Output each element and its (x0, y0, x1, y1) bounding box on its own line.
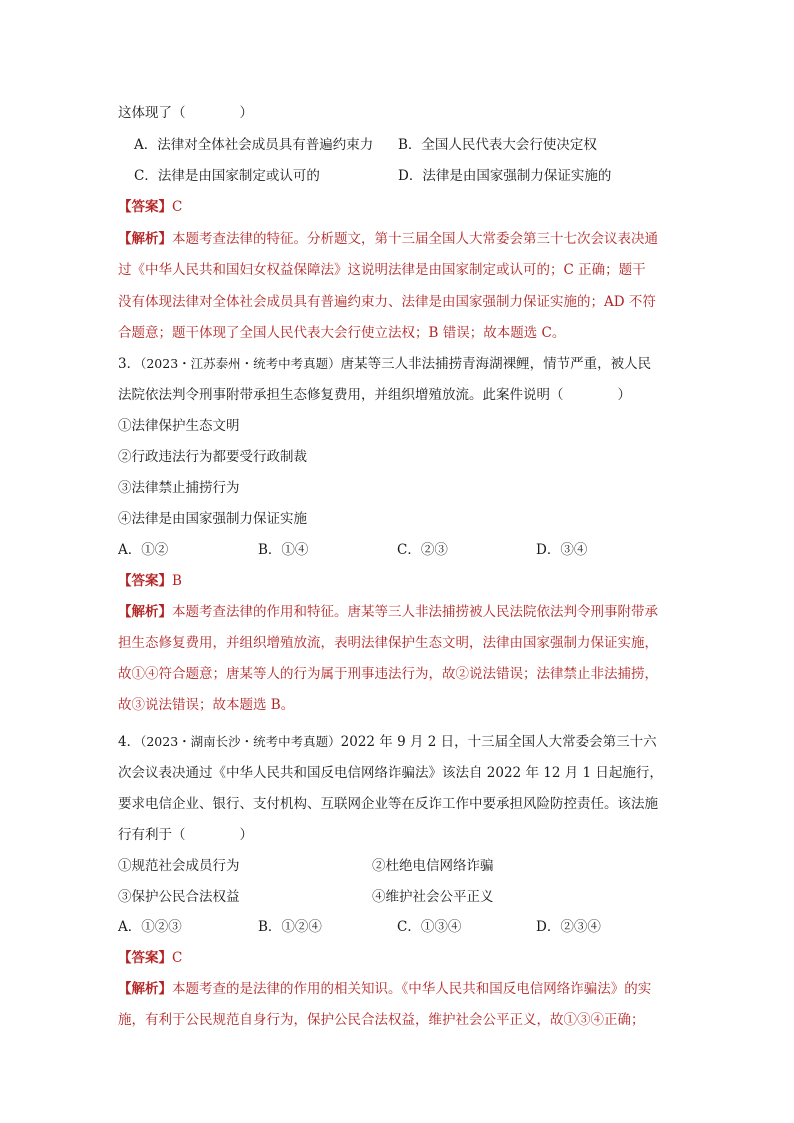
analysis-tag: 【解析】 (118, 231, 172, 247)
q2-option-b: B．全国人民代表大会行使决定权 (398, 137, 597, 153)
q3-item-3: ③法律禁止捕捞行为 (118, 480, 240, 496)
q3-item-1: ①法律保护生态文明 (118, 418, 240, 434)
q3-stem-line-2: 法院依法判令刑事附带承担生态修复费用，并组织增殖放流。此案件说明（ ） (118, 387, 631, 403)
q2-analysis-line-2: 过《中华人民共和国妇女权益保障法》这说明法律是由国家制定或认可的；C 正确；题干 (118, 262, 646, 278)
q3-option-b: B．①④ (258, 542, 309, 558)
q4-option-a: A．①②③ (118, 919, 182, 935)
answer-tag: 【答案】 (118, 573, 172, 589)
q3-analysis-line-3: 故①④符合题意；唐某等人的行为属于刑事违法行为，故②说法错误；法律禁止非法捕捞， (118, 666, 658, 682)
q3-item-4: ④法律是由国家强制力保证实施 (118, 511, 307, 527)
q4-number: 4． (118, 734, 141, 750)
q3-number: 3． (118, 356, 141, 372)
q3-source: （2023・江苏泰州・统考中考真题） (140, 356, 341, 371)
q4-option-d: D．②③④ (536, 919, 601, 935)
q4-stem-line-3: 要求电信企业、银行、支付机构、互联网企业等在反诈工作中要承担风险防控责任。该法施 (118, 796, 658, 812)
q4-option-b: B．①②④ (258, 919, 322, 935)
q4-stem-line-1: 4．（2023・湖南长沙・统考中考真题）2022 年 9 月 2 日，十三届全国人大常委会第三十六 (118, 734, 657, 750)
q2-analysis-line-1: 【解析】本题考查法律的特征。分析题文，第十三届全国人大常委会第三十七次会议表决通 (118, 231, 658, 247)
q4-item-2: ②杜绝电信网络诈骗 (372, 858, 494, 874)
answer-value: B (172, 573, 182, 589)
answer-value: C (172, 199, 183, 215)
q3-analysis-line-2: 担生态修复费用，并组织增殖放流，表明法律保护生态文明，法律由国家强制力保证实施， (118, 635, 658, 651)
q3-option-d: D．③④ (536, 542, 588, 558)
q3-analysis-line-1: 【解析】本题考查法律的作用和特征。唐某等三人非法捕捞被人民法院依法判令刑事附带承 (118, 604, 658, 620)
q4-analysis-line-1: 【解析】本题考查的是法律的作用的相关知识。《中华人民共和国反电信网络诈骗法》的实 (118, 981, 652, 997)
q2-answer (118, 198, 182, 216)
q4-stem-line-4: 行有利于（ ） (118, 827, 253, 843)
q2-option-d: D．法律是由国家强制力保证实施的 (398, 168, 612, 184)
q2-analysis-line-4: 合题意；题干体现了全国人民代表大会行使立法权；B 错误；故本题选 C。 (118, 325, 566, 341)
q4-source: （2023・湖南长沙・统考中考真题） (140, 734, 341, 749)
q4-item-1: ①规范社会成员行为 (118, 858, 240, 874)
q4-analysis-line-2: 施，有利于公民规范自身行为，保护公民合法权益，维护社会公平正义，故①③④正确； (118, 1012, 645, 1028)
q2-option-c: C．法律是由国家制定或认可的 (134, 168, 320, 184)
q3-analysis-line-4: 故③说法错误；故本题选 B。 (118, 697, 295, 713)
answer-value: C (172, 950, 183, 966)
q2-stem-tail: 这体现了（ ） (118, 105, 253, 121)
analysis-tag: 【解析】 (118, 981, 172, 997)
q4-item-3: ③保护公民合法权益 (118, 889, 240, 905)
answer-tag: 【答案】 (118, 199, 172, 215)
q2-analysis-line-3: 没有体现法律对全体社会成员具有普遍约束力、法律是由国家强制力保证实施的；AD 不符 (118, 294, 656, 310)
q3-item-2: ②行政违法行为都要受行政制裁 (118, 449, 307, 465)
q4-stem-line-2: 次会议表决通过《中华人民共和国反电信网络诈骗法》该法自 2022 年 12 月 1 日起施行， (118, 765, 663, 781)
analysis-tag: 【解析】 (118, 604, 172, 620)
q3-option-c: C．②③ (397, 542, 448, 558)
q4-item-4: ④维护社会公平正义 (372, 889, 494, 905)
q3-stem-line-1: 3．（2023・江苏泰州・统考中考真题）唐某等三人非法捕捞青海湖裸鲤，情节严重，被人民 (118, 356, 652, 372)
q3-answer (118, 572, 182, 590)
answer-tag: 【答案】 (118, 950, 172, 966)
q4-option-c: C．①③④ (397, 919, 462, 935)
q4-answer (118, 949, 182, 967)
q3-option-a: A．①② (118, 542, 169, 558)
q2-option-a: A．法律对全体社会成员具有普遍约束力 (134, 137, 374, 153)
